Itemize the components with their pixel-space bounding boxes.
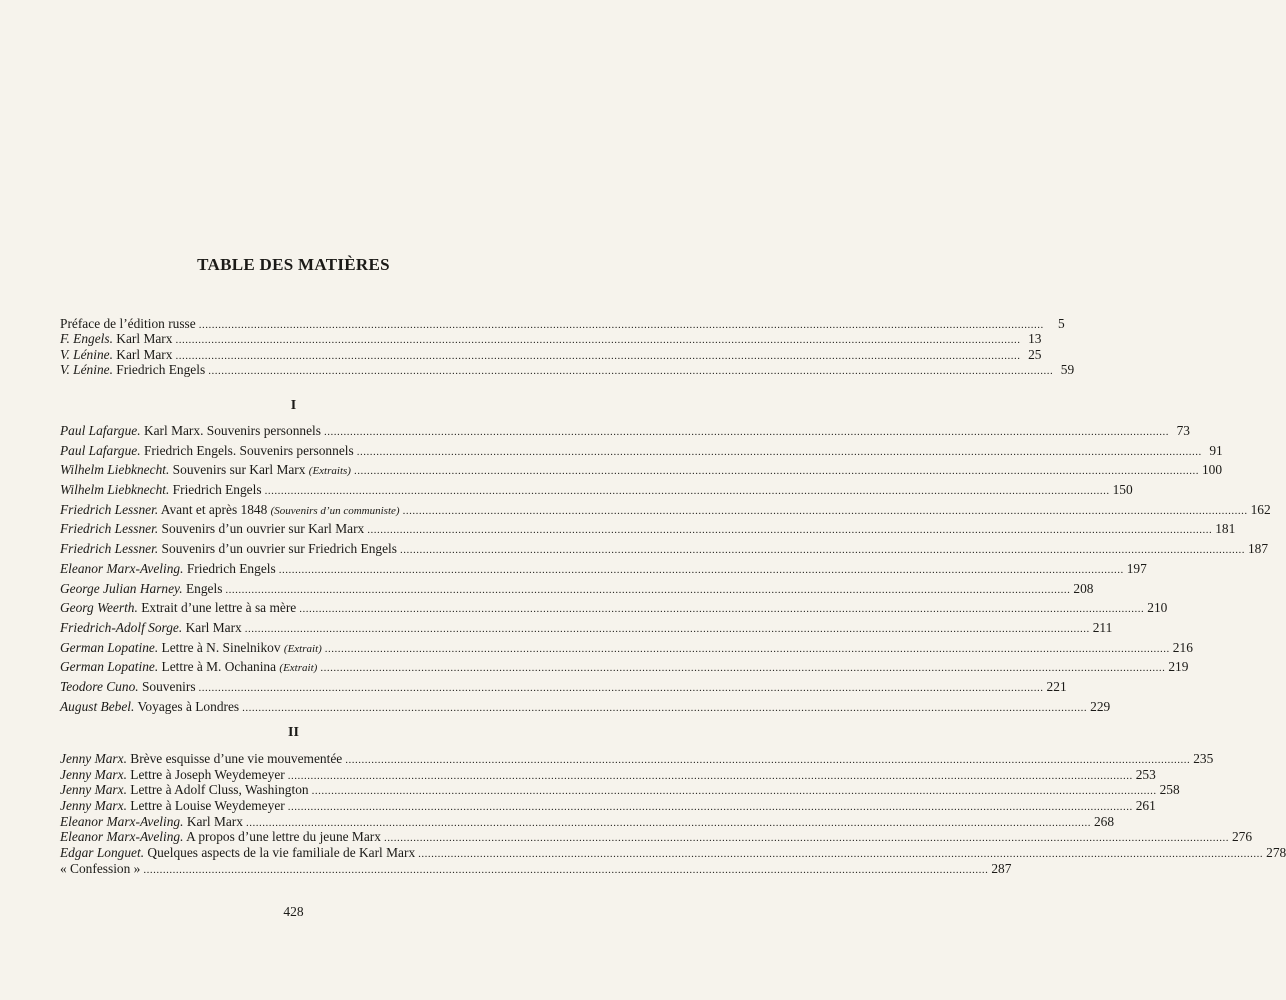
toc-entry-text (60, 541, 397, 557)
toc-page-number: 268 (1093, 813, 1115, 829)
toc-title: Karl Marx (182, 619, 242, 635)
toc-title: Friedrich Engels. Souvenirs personnels (140, 442, 354, 458)
toc-page-number: 221 (1046, 678, 1067, 694)
toc-entry-text (60, 331, 172, 347)
toc-entry (60, 442, 1223, 463)
dot-leader: .................................................................................................................................................................................................................................................................... (345, 754, 1191, 766)
toc-entry-text (60, 845, 415, 861)
toc-entry (60, 798, 1156, 814)
toc-author: Jenny Marx. (60, 782, 127, 798)
toc-title: Engels (182, 580, 223, 596)
toc-title: Karl Marx (183, 813, 243, 829)
dot-leader: .................................................................................................................................................................................................................................................................... (198, 319, 1044, 331)
toc-entry (60, 860, 1012, 877)
page-title: TABLE DES MATIÈRES (197, 255, 390, 274)
dot-leader: .................................................................................................................................................................................................................................................................... (320, 662, 1166, 675)
toc-entry (60, 482, 1133, 502)
toc-note: (Souvenirs d’un communiste) (270, 504, 400, 517)
toc-page-number: 100 (1201, 462, 1223, 478)
dot-leader: .................................................................................................................................................................................................................................................................... (299, 603, 1145, 616)
toc-title: Avant et après 1848 (158, 501, 271, 517)
toc-title: Lettre à N. Sinelnikov (158, 639, 284, 655)
toc-title: A propos d’une lettre du jeune Marx (183, 829, 381, 845)
toc-entry (60, 362, 1075, 378)
toc-entry-text (60, 600, 296, 616)
toc-entry-text (60, 561, 276, 577)
toc-entry (60, 600, 1168, 620)
toc-entry (60, 541, 1269, 561)
dot-leader: .................................................................................................................................................................................................................................................................... (383, 832, 1229, 845)
toc-author: August Bebel. (60, 698, 135, 714)
toc-page-number: 59 (1060, 362, 1075, 378)
dot-leader: .................................................................................................................................................................................................................................................................... (225, 583, 1071, 596)
section-heading-i: I (290, 398, 297, 413)
toc-entry (60, 782, 1180, 798)
dot-leader: .................................................................................................................................................................................................................................................................... (278, 563, 1124, 576)
toc-author: Eleanor Marx-Aveling. (60, 813, 184, 829)
dot-leader: .................................................................................................................................................................................................................................................................... (244, 622, 1090, 635)
toc-title: Souvenirs d’un ouvrier sur Karl Marx (158, 521, 365, 537)
dot-leader: .................................................................................................................................................................................................................................................................... (175, 349, 1021, 362)
toc-title: Friedrich Engels (112, 362, 206, 378)
toc-entry (60, 845, 1286, 861)
page-number: 428 (283, 904, 304, 919)
toc-title: Friedrich Engels (169, 482, 262, 498)
toc-entry (60, 560, 1147, 581)
dot-leader: .................................................................................................................................................................................................................................................................... (264, 485, 1110, 498)
toc-page-number: 278 (1266, 845, 1286, 861)
dot-leader: .................................................................................................................................................................................................................................................................... (402, 504, 1248, 517)
toc-entry-text (60, 462, 351, 478)
toc-page-number: 261 (1135, 798, 1156, 814)
dot-leader: .................................................................................................................................................................................................................................................................... (143, 863, 989, 876)
toc-entry-text (60, 782, 309, 798)
toc-entry-text (60, 347, 172, 363)
toc-page-number: 287 (991, 860, 1012, 876)
toc-note: (Extrait) (283, 642, 322, 655)
toc-entry-text (60, 502, 400, 518)
toc-entry (60, 829, 1253, 845)
toc-note: (Extraits) (308, 465, 351, 478)
toc-entry-text (60, 798, 285, 814)
toc-entry-text (60, 482, 262, 498)
toc-page-number: 235 (1193, 751, 1214, 766)
toc-author: German Lopatine. (60, 639, 159, 655)
dot-leader: .................................................................................................................................................................................................................................................................... (324, 642, 1170, 655)
toc-page-number: 73 (1176, 423, 1190, 438)
toc-page-number: 229 (1090, 698, 1111, 714)
toc-author: Eleanor Marx-Aveling. (60, 829, 184, 845)
toc-title: Lettre à Adolf Cluss, Washington (126, 782, 309, 798)
toc-entry (60, 659, 1189, 679)
toc-title: Lettre à Louise Weydemeyer (126, 798, 285, 814)
toc-title: Karl Marx (112, 331, 173, 347)
toc-author: Wilhelm Liebknecht. (60, 462, 170, 478)
toc-entry (60, 813, 1115, 830)
toc-entry-text (60, 659, 317, 675)
dot-leader: .................................................................................................................................................................................................................................................................... (418, 848, 1264, 861)
toc-note: (Extrait) (279, 662, 318, 675)
dot-leader: .................................................................................................................................................................................................................................................................... (198, 681, 1044, 694)
dot-leader: .................................................................................................................................................................................................................................................................... (287, 769, 1133, 782)
toc-page-number: 181 (1215, 521, 1236, 537)
toc-entry-text (60, 362, 205, 378)
toc-author: German Lopatine. (60, 659, 159, 675)
toc-group-preface (60, 316, 1075, 378)
toc-entry (60, 521, 1236, 541)
toc-author: Friedrich Lessner. (60, 501, 159, 517)
dot-leader: .................................................................................................................................................................................................................................................................... (356, 445, 1202, 458)
toc-page-number: 211 (1092, 619, 1113, 635)
dot-leader: .................................................................................................................................................................................................................................................................... (353, 465, 1199, 478)
toc-title: Lettre à M. Ochanina (158, 659, 280, 675)
toc-author: Friedrich Lessner. (60, 521, 159, 537)
toc-entry-text (60, 679, 196, 695)
toc-author: F. Engels. (60, 331, 113, 347)
toc-entry (60, 766, 1156, 783)
toc-entry-text (60, 443, 354, 459)
toc-author: Jenny Marx. (60, 798, 127, 814)
toc-author: Jenny Marx. (60, 751, 127, 766)
toc-page-number: 187 (1247, 541, 1269, 557)
toc-page-number: 150 (1112, 482, 1133, 498)
toc-title: Brève esquisse d’une vie mouvementée (126, 751, 343, 766)
toc-title: Quelques aspects de la vie familiale de Karl Marx (144, 845, 416, 861)
toc-entry (60, 678, 1067, 699)
toc-entry-text (60, 829, 381, 845)
dot-leader: .................................................................................................................................................................................................................................................................... (399, 544, 1245, 557)
toc-entry-text (60, 767, 285, 783)
section-heading-ii: II (288, 725, 299, 740)
toc-page-number: 197 (1126, 560, 1147, 576)
dot-leader: .................................................................................................................................................................................................................................................................... (311, 785, 1157, 798)
toc-author: Teodore Cuno. (60, 678, 139, 694)
toc-title: Souvenirs sur Karl Marx (169, 462, 309, 478)
toc-page-number: 162 (1250, 501, 1271, 517)
toc-title: Voyages à Londres (134, 698, 240, 714)
toc-entry-text (60, 814, 243, 830)
toc-page-number: 216 (1172, 639, 1193, 655)
toc-entry (60, 619, 1113, 640)
toc-page-number: 276 (1231, 829, 1253, 845)
toc-entry (60, 346, 1042, 362)
toc-entry (60, 751, 1214, 767)
toc-title: Friedrich Engels (183, 560, 276, 576)
toc-group-ii (60, 751, 1286, 877)
toc-title: Karl Marx (112, 346, 173, 362)
toc-author: Paul Lafargue. (60, 423, 141, 438)
toc-author: Wilhelm Liebknecht. (60, 482, 170, 498)
toc-entry (60, 501, 1271, 522)
toc-entry-text (60, 861, 140, 877)
dot-leader: .................................................................................................................................................................................................................................................................... (245, 816, 1091, 829)
toc-page-number: 13 (1028, 331, 1042, 347)
toc-page-number: 253 (1135, 766, 1156, 782)
toc-entry-text (60, 521, 364, 537)
dot-leader: .................................................................................................................................................................................................................................................................... (367, 524, 1213, 537)
toc-entry (60, 462, 1223, 482)
dot-leader: .................................................................................................................................................................................................................................................................... (175, 334, 1021, 347)
toc-page-number: 25 (1028, 346, 1042, 362)
toc-entry (60, 698, 1111, 719)
toc-entry (60, 331, 1042, 347)
toc-page-number: 219 (1168, 659, 1189, 675)
toc-group-i (60, 423, 1271, 718)
toc-page-number: 210 (1147, 600, 1168, 616)
toc-title: Karl Marx. Souvenirs personnels (140, 423, 321, 438)
toc-entry-text (60, 751, 342, 767)
toc-page-number: 208 (1073, 580, 1094, 596)
dot-leader: .................................................................................................................................................................................................................................................................... (323, 426, 1169, 438)
toc-entry-text (60, 316, 196, 332)
toc-page-number: 258 (1159, 782, 1180, 798)
toc-page-number: 5 (1058, 316, 1065, 331)
toc-author: Eleanor Marx-Aveling. (60, 560, 184, 576)
toc-author: V. Lénine. (60, 346, 113, 362)
toc-title: Extrait d’une lettre à sa mère (137, 600, 297, 616)
toc-entry-text (60, 620, 242, 636)
toc-title: Souvenirs d’un ouvrier sur Friedrich Engels (158, 541, 397, 557)
dot-leader: .................................................................................................................................................................................................................................................................... (208, 365, 1054, 378)
toc-author: George Julian Harney. (60, 580, 183, 596)
toc-entry (60, 580, 1094, 601)
toc-author: Edgar Longuet. (60, 845, 145, 861)
toc-entry (60, 316, 1065, 331)
dot-leader: .................................................................................................................................................................................................................................................................... (287, 801, 1133, 814)
toc-entry-text (60, 699, 239, 715)
toc-title: Souvenirs (138, 678, 196, 694)
toc-title: Lettre à Joseph Weydemeyer (126, 766, 285, 782)
toc-title: Préface de l’édition russe (60, 316, 196, 331)
toc-author: Friedrich Lessner. (60, 541, 159, 557)
toc-entry-text (60, 640, 322, 656)
toc-author: Georg Weerth. (60, 600, 138, 616)
toc-entry-text (60, 423, 321, 439)
toc-entry (60, 423, 1190, 443)
toc-author: Paul Lafargue. (60, 442, 141, 458)
toc-page-number: 91 (1209, 442, 1223, 458)
toc-author: V. Lénine. (60, 362, 113, 378)
toc-entry (60, 639, 1193, 660)
toc-author: Jenny Marx. (60, 766, 127, 782)
dot-leader: .................................................................................................................................................................................................................................................................... (242, 701, 1088, 714)
toc-author: Friedrich-Adolf Sorge. (60, 619, 183, 635)
toc-title: « Confession » (60, 860, 141, 876)
toc-entry-text (60, 581, 222, 597)
